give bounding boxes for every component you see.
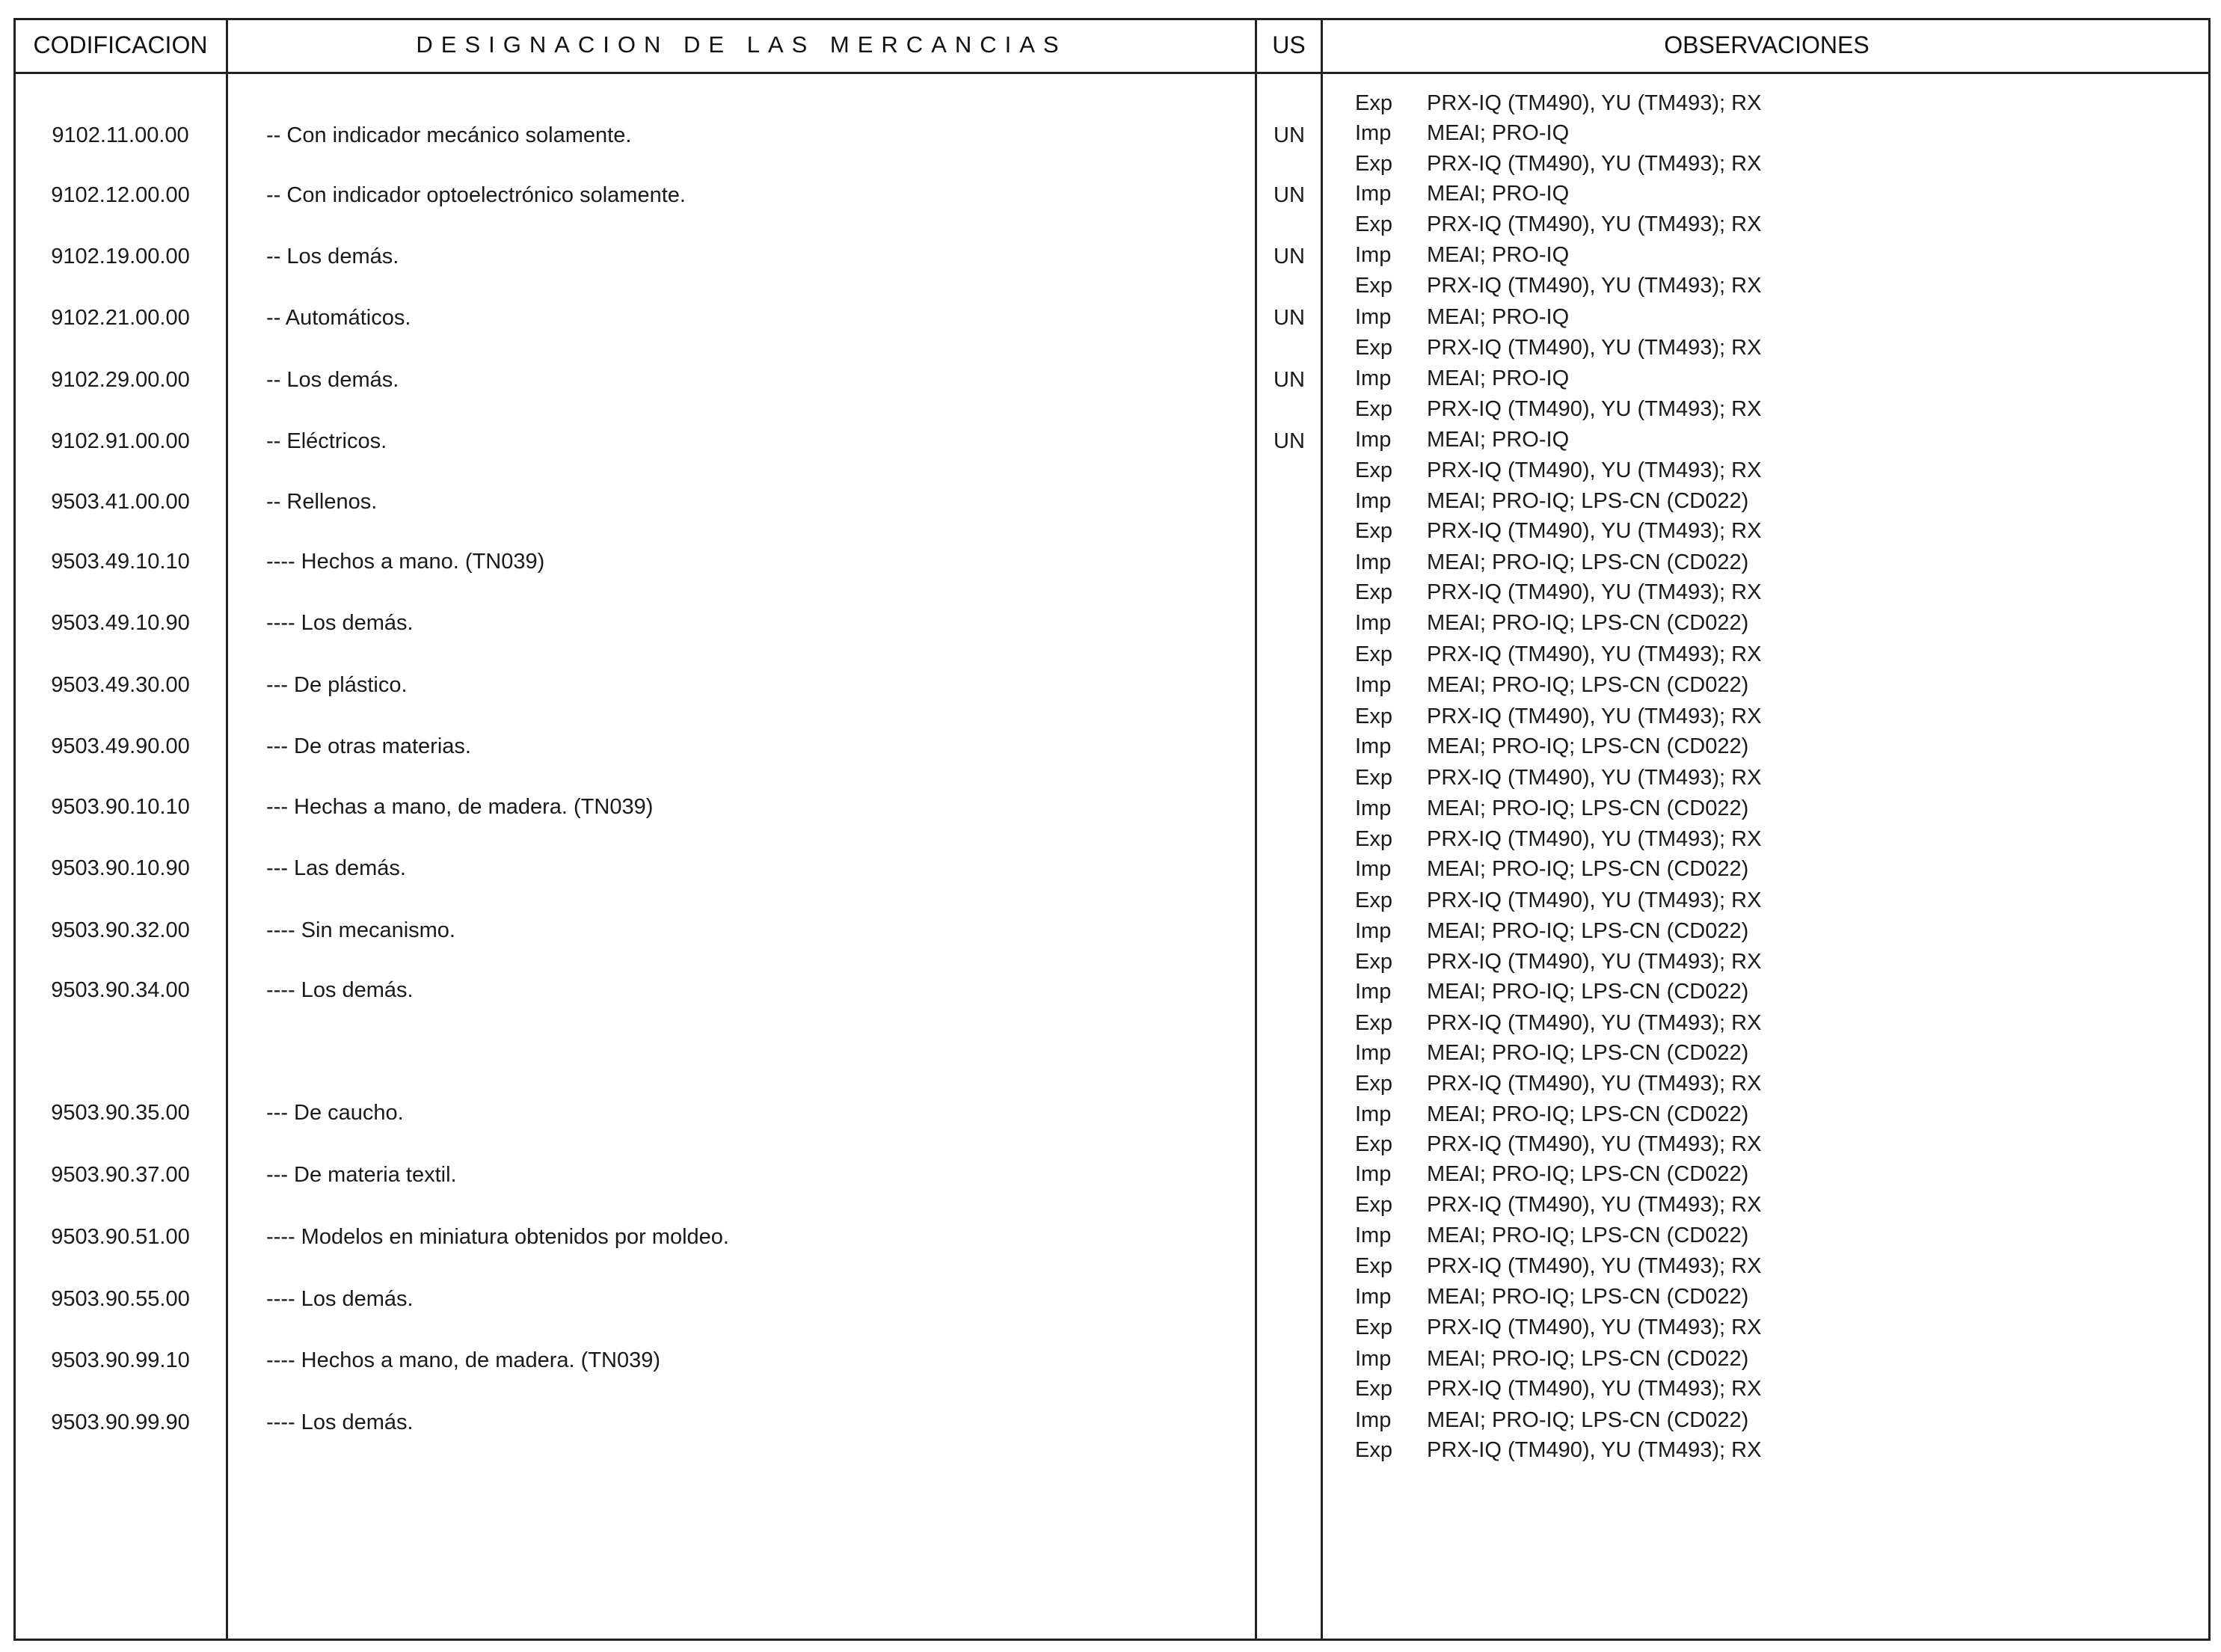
row-unit: UN: [1274, 429, 1305, 453]
observation-text: PRX-IQ (TM490), YU (TM493); RX: [1427, 704, 1762, 728]
row-code: 9503.49.10.90: [51, 611, 190, 635]
row-description: ---- Hechos a mano. (TN039): [266, 550, 545, 574]
observation-text: MEAI; PRO-IQ; LPS-CN (CD022): [1427, 1347, 1749, 1371]
observation-type: Imp: [1355, 1408, 1392, 1432]
observation-text: PRX-IQ (TM490), YU (TM493); RX: [1427, 336, 1762, 360]
row-description: ---- Hechos a mano, de madera. (TN039): [266, 1348, 661, 1372]
row-description: -- Automáticos.: [266, 306, 411, 330]
observation-type: Imp: [1355, 1162, 1392, 1186]
observation-type: Imp: [1355, 550, 1392, 574]
observation-text: PRX-IQ (TM490), YU (TM493); RX: [1427, 950, 1762, 974]
observation-text: MEAI; PRO-IQ; LPS-CN (CD022): [1427, 796, 1749, 820]
observation-text: MEAI; PRO-IQ: [1427, 366, 1570, 390]
row-code: 9503.90.55.00: [51, 1287, 190, 1311]
observation-text: PRX-IQ (TM490), YU (TM493); RX: [1427, 397, 1762, 421]
observation-type: Exp: [1355, 950, 1392, 974]
observation-type: Imp: [1355, 1347, 1392, 1371]
row-unit: UN: [1274, 123, 1305, 147]
observation-type: Imp: [1355, 428, 1392, 452]
row-code: 9503.41.00.00: [51, 490, 190, 514]
header-observaciones: OBSERVACIONES: [1664, 31, 1870, 58]
observation-text: PRX-IQ (TM490), YU (TM493); RX: [1427, 827, 1762, 851]
row-code: 9503.90.99.90: [51, 1410, 190, 1434]
observation-type: Exp: [1355, 1377, 1392, 1401]
observation-type: Imp: [1355, 243, 1392, 267]
observation-text: PRX-IQ (TM490), YU (TM493); RX: [1427, 274, 1762, 298]
observation-type: Imp: [1355, 1041, 1392, 1065]
row-description: ---- Los demás.: [266, 1410, 414, 1434]
row-code: 9503.49.90.00: [51, 734, 190, 758]
row-code: 9503.90.37.00: [51, 1163, 190, 1187]
observation-type: Imp: [1355, 857, 1392, 881]
observation-type: Exp: [1355, 1011, 1392, 1035]
column-divider: [226, 18, 228, 1641]
observation-text: PRX-IQ (TM490), YU (TM493); RX: [1427, 1315, 1762, 1339]
row-description: ---- Los demás.: [266, 978, 414, 1002]
row-description: --- De caucho.: [266, 1101, 404, 1125]
observation-text: PRX-IQ (TM490), YU (TM493); RX: [1427, 642, 1762, 666]
row-description: ---- Sin mecanismo.: [266, 918, 455, 942]
row-code: 9503.49.30.00: [51, 673, 190, 697]
header-designacion: DESIGNACION DE LAS MERCANCIAS: [416, 31, 1067, 58]
row-code: 9503.90.51.00: [51, 1225, 190, 1249]
observation-text: PRX-IQ (TM490), YU (TM493); RX: [1427, 1438, 1762, 1462]
row-description: --- De otras materias.: [266, 734, 471, 758]
row-description: --- Hechas a mano, de madera. (TN039): [266, 795, 654, 819]
row-code: 9503.90.32.00: [51, 918, 190, 942]
observation-text: PRX-IQ (TM490), YU (TM493); RX: [1427, 1072, 1762, 1096]
observation-text: MEAI; PRO-IQ: [1427, 243, 1570, 267]
row-description: -- Con indicador optoelectrónico solamente.: [266, 183, 686, 207]
observation-text: PRX-IQ (TM490), YU (TM493); RX: [1427, 580, 1762, 604]
observation-text: MEAI; PRO-IQ: [1427, 305, 1570, 329]
observation-type: Exp: [1355, 91, 1392, 115]
row-description: -- Eléctricos.: [266, 429, 387, 453]
observation-type: Imp: [1355, 673, 1392, 697]
observation-text: MEAI; PRO-IQ; LPS-CN (CD022): [1427, 550, 1749, 574]
observation-type: Exp: [1355, 888, 1392, 912]
observation-type: Exp: [1355, 1254, 1392, 1278]
observation-type: Imp: [1355, 366, 1392, 390]
observation-type: Imp: [1355, 734, 1392, 758]
observation-type: Exp: [1355, 1315, 1392, 1339]
observation-type: Exp: [1355, 642, 1392, 666]
observation-text: PRX-IQ (TM490), YU (TM493); RX: [1427, 519, 1762, 543]
row-description: --- De materia textil.: [266, 1163, 457, 1187]
observation-type: Imp: [1355, 182, 1392, 206]
observation-text: PRX-IQ (TM490), YU (TM493); RX: [1427, 1132, 1762, 1156]
row-description: ---- Los demás.: [266, 611, 414, 635]
observation-type: Imp: [1355, 1285, 1392, 1309]
observation-text: MEAI; PRO-IQ; LPS-CN (CD022): [1427, 1041, 1749, 1065]
observation-type: Exp: [1355, 519, 1392, 543]
row-code: 9503.90.10.10: [51, 795, 190, 819]
row-unit: UN: [1274, 306, 1305, 330]
row-code: 9102.11.00.00: [52, 123, 189, 147]
observation-type: Imp: [1355, 305, 1392, 329]
observation-text: PRX-IQ (TM490), YU (TM493); RX: [1427, 152, 1762, 176]
row-code: 9503.90.34.00: [51, 978, 190, 1002]
observation-type: Imp: [1355, 611, 1392, 635]
row-code: 9503.49.10.10: [51, 550, 190, 574]
observation-type: Exp: [1355, 212, 1392, 236]
row-code: 9503.90.35.00: [51, 1101, 190, 1125]
observation-text: MEAI; PRO-IQ; LPS-CN (CD022): [1427, 919, 1749, 943]
observation-type: Imp: [1355, 489, 1392, 513]
row-code: 9102.91.00.00: [51, 429, 190, 453]
row-unit: UN: [1274, 183, 1305, 207]
observation-type: Exp: [1355, 397, 1392, 421]
row-description: ---- Modelos en miniatura obtenidos por moldeo.: [266, 1225, 729, 1249]
row-description: --- Las demás.: [266, 856, 406, 880]
observation-type: Imp: [1355, 919, 1392, 943]
observation-text: MEAI; PRO-IQ; LPS-CN (CD022): [1427, 980, 1749, 1004]
observation-type: Imp: [1355, 1102, 1392, 1126]
observation-type: Exp: [1355, 336, 1392, 360]
observation-type: Exp: [1355, 458, 1392, 482]
observation-text: MEAI; PRO-IQ; LPS-CN (CD022): [1427, 489, 1749, 513]
row-description: -- Rellenos.: [266, 490, 378, 514]
header-divider: [13, 72, 2211, 74]
observation-text: PRX-IQ (TM490), YU (TM493); RX: [1427, 1254, 1762, 1278]
row-code: 9102.29.00.00: [51, 368, 190, 392]
observation-type: Imp: [1355, 980, 1392, 1004]
observation-type: Exp: [1355, 1193, 1392, 1217]
observation-text: MEAI; PRO-IQ: [1427, 182, 1570, 206]
observation-type: Exp: [1355, 1438, 1392, 1462]
observation-text: MEAI; PRO-IQ; LPS-CN (CD022): [1427, 611, 1749, 635]
row-description: -- Los demás.: [266, 245, 399, 268]
observation-type: Exp: [1355, 580, 1392, 604]
observation-type: Exp: [1355, 1132, 1392, 1156]
row-description: --- De plástico.: [266, 673, 408, 697]
observation-text: PRX-IQ (TM490), YU (TM493); RX: [1427, 766, 1762, 790]
row-code: 9102.12.00.00: [51, 183, 190, 207]
observation-text: MEAI; PRO-IQ; LPS-CN (CD022): [1427, 1223, 1749, 1247]
observation-type: Exp: [1355, 1072, 1392, 1096]
observation-text: PRX-IQ (TM490), YU (TM493); RX: [1427, 1377, 1762, 1401]
observation-text: MEAI; PRO-IQ; LPS-CN (CD022): [1427, 1285, 1749, 1309]
observation-text: MEAI; PRO-IQ; LPS-CN (CD022): [1427, 1102, 1749, 1126]
header-us: US: [1272, 31, 1306, 58]
observation-text: PRX-IQ (TM490), YU (TM493); RX: [1427, 212, 1762, 236]
observation-text: MEAI; PRO-IQ; LPS-CN (CD022): [1427, 734, 1749, 758]
observation-text: MEAI; PRO-IQ: [1427, 121, 1570, 145]
observation-text: MEAI; PRO-IQ; LPS-CN (CD022): [1427, 1162, 1749, 1186]
observation-text: MEAI; PRO-IQ; LPS-CN (CD022): [1427, 1408, 1749, 1432]
observation-text: MEAI; PRO-IQ; LPS-CN (CD022): [1427, 857, 1749, 881]
observation-type: Exp: [1355, 152, 1392, 176]
row-code: 9102.21.00.00: [51, 306, 190, 330]
observation-type: Exp: [1355, 766, 1392, 790]
row-code: 9102.19.00.00: [51, 245, 190, 268]
observation-text: MEAI; PRO-IQ; LPS-CN (CD022): [1427, 673, 1749, 697]
observation-text: PRX-IQ (TM490), YU (TM493); RX: [1427, 888, 1762, 912]
row-code: 9503.90.10.90: [51, 856, 190, 880]
row-unit: UN: [1274, 368, 1305, 392]
observation-text: PRX-IQ (TM490), YU (TM493); RX: [1427, 91, 1762, 115]
observation-type: Imp: [1355, 1223, 1392, 1247]
observation-text: PRX-IQ (TM490), YU (TM493); RX: [1427, 1011, 1762, 1035]
observation-type: Imp: [1355, 796, 1392, 820]
row-description: ---- Los demás.: [266, 1287, 414, 1311]
observation-text: MEAI; PRO-IQ: [1427, 428, 1570, 452]
observation-type: Imp: [1355, 121, 1392, 145]
row-unit: UN: [1274, 245, 1305, 268]
header-codificacion: CODIFICACION: [33, 31, 208, 58]
row-code: 9503.90.99.10: [51, 1348, 190, 1372]
observation-type: Exp: [1355, 274, 1392, 298]
row-description: -- Los demás.: [266, 368, 399, 392]
observation-type: Exp: [1355, 704, 1392, 728]
observation-text: PRX-IQ (TM490), YU (TM493); RX: [1427, 1193, 1762, 1217]
row-description: -- Con indicador mecánico solamente.: [266, 123, 632, 147]
observation-type: Exp: [1355, 827, 1392, 851]
observation-text: PRX-IQ (TM490), YU (TM493); RX: [1427, 458, 1762, 482]
